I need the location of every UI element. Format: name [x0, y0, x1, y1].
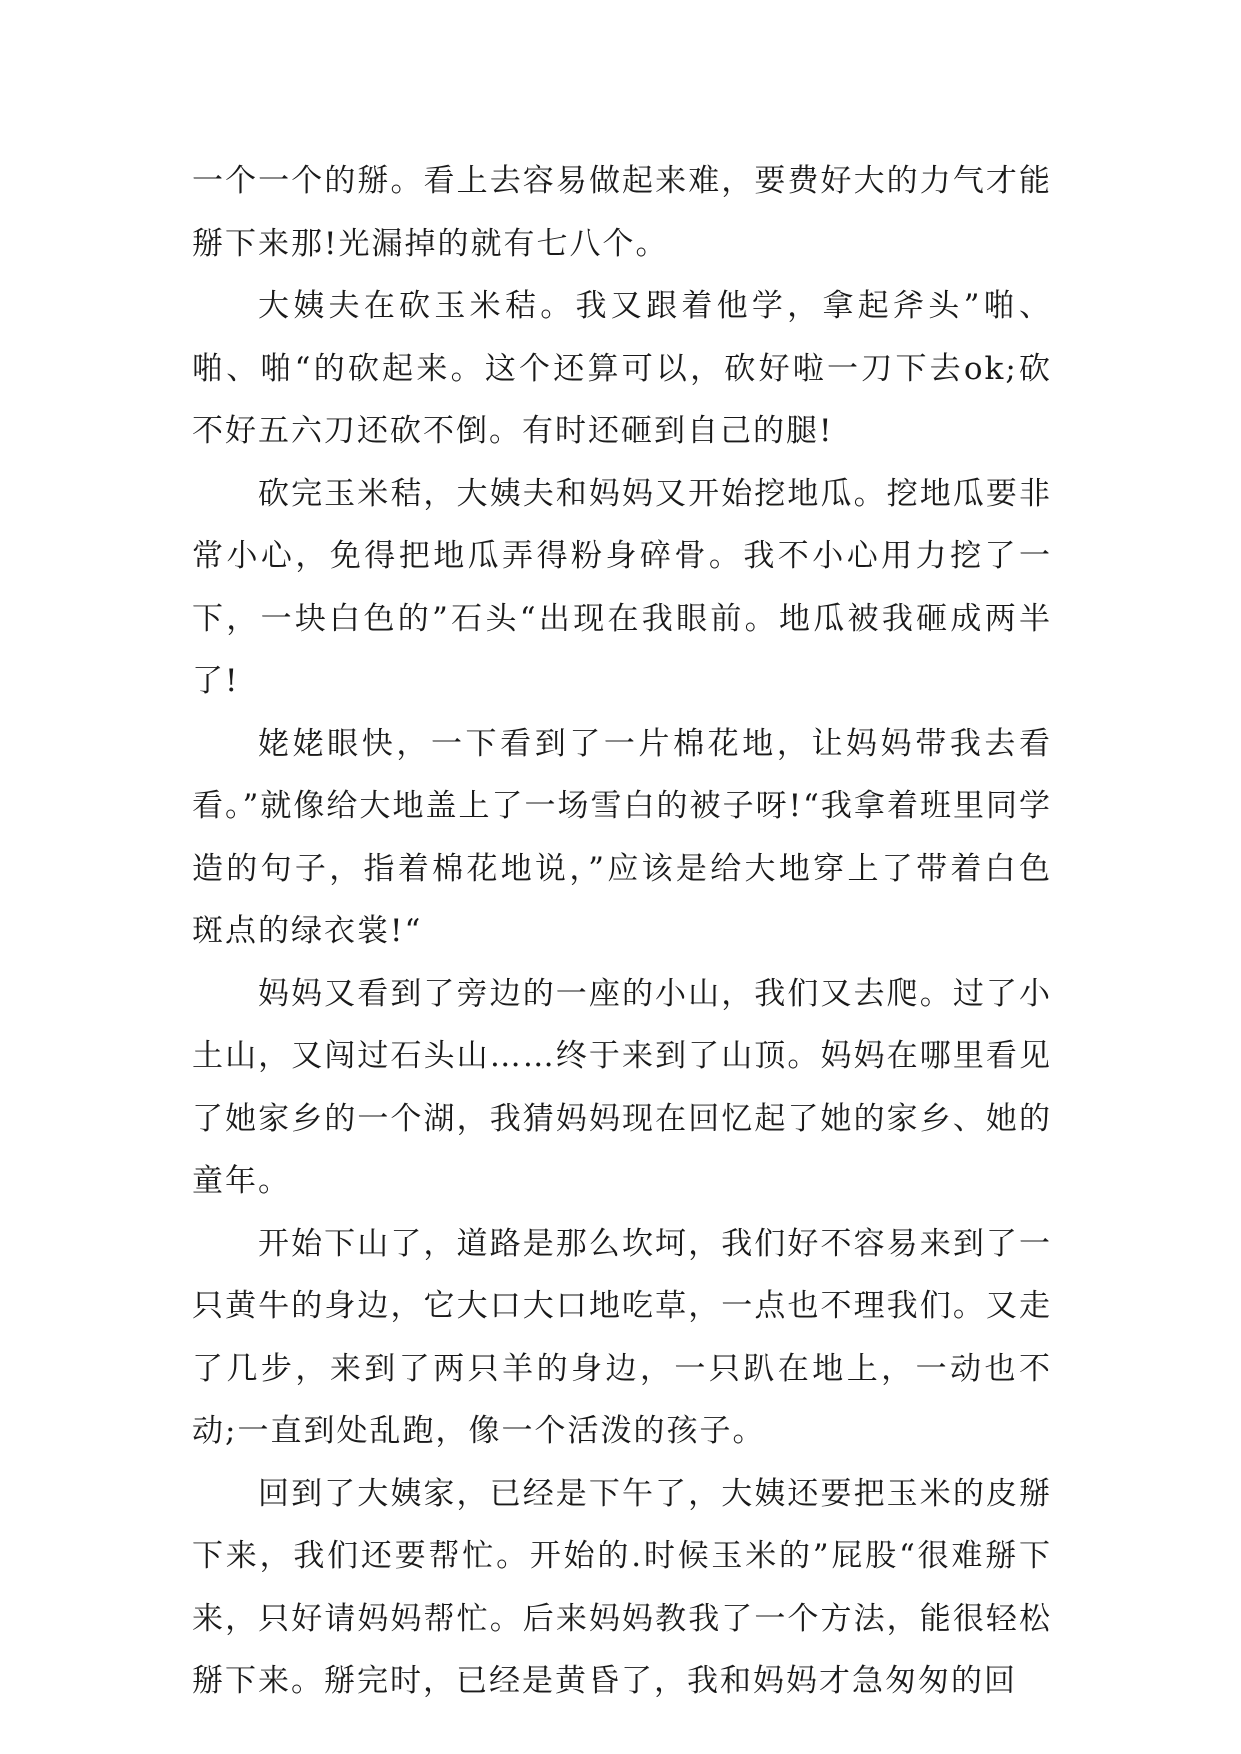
paragraph-7: 回到了大姨家，已经是下午了，大姨还要把玉米的皮掰下来，我们还要帮忙。开始的.时候玉米的”屁股“很难掰下来，只好请妈妈帮忙。后来妈妈教我了一个方法，能很轻松掰下来。掰完时，已经是黄昏了，我和妈妈才急匆匆的回 — [192, 1475, 1052, 1699]
paragraph-2: 大姨夫在砍玉米秸。我又跟着他学，拿起斧头”啪、啪、啪“的砍起来。这个还算可以，砍好啦一刀下去ok;砍不好五六刀还砍不倒。有时还砸到自己的腿! — [192, 288, 1052, 449]
paragraph-5: 妈妈又看到了旁边的一座的小山，我们又去爬。过了小土山，又闯过石头山……终于来到了山顶。妈妈在哪里看见了她家乡的一个湖，我猜妈妈现在回忆起了她的家乡、她的童年。 — [192, 975, 1052, 1199]
paragraph-6: 开始下山了，道路是那么坎坷，我们好不容易来到了一只黄牛的身边，它大口大口地吃草，一点也不理我们。又走了几步，来到了两只羊的身边，一只趴在地上，一动也不动;一直到处乱跑，像一个活泼的孩子。 — [192, 1225, 1052, 1449]
paragraph-4: 姥姥眼快，一下看到了一片棉花地，让妈妈带我去看看。”就像给大地盖上了一场雪白的被子呀!“我拿着班里同学造的句子，指着棉花地说，”应该是给大地穿上了带着白色斑点的绿衣裳!“ — [192, 725, 1052, 949]
document-body — [192, 150, 1052, 1713]
paragraph-1: 一个一个的掰。看上去容易做起来难，要费好大的力气才能掰下来那!光漏掉的就有七八个。 — [192, 163, 1052, 262]
paragraph-3: 砍完玉米秸，大姨夫和妈妈又开始挖地瓜。挖地瓜要非常小心，免得把地瓜弄得粉身碎骨。我不小心用力挖了一下，一块白色的”石头“出现在我眼前。地瓜被我砸成两半了! — [192, 475, 1052, 699]
